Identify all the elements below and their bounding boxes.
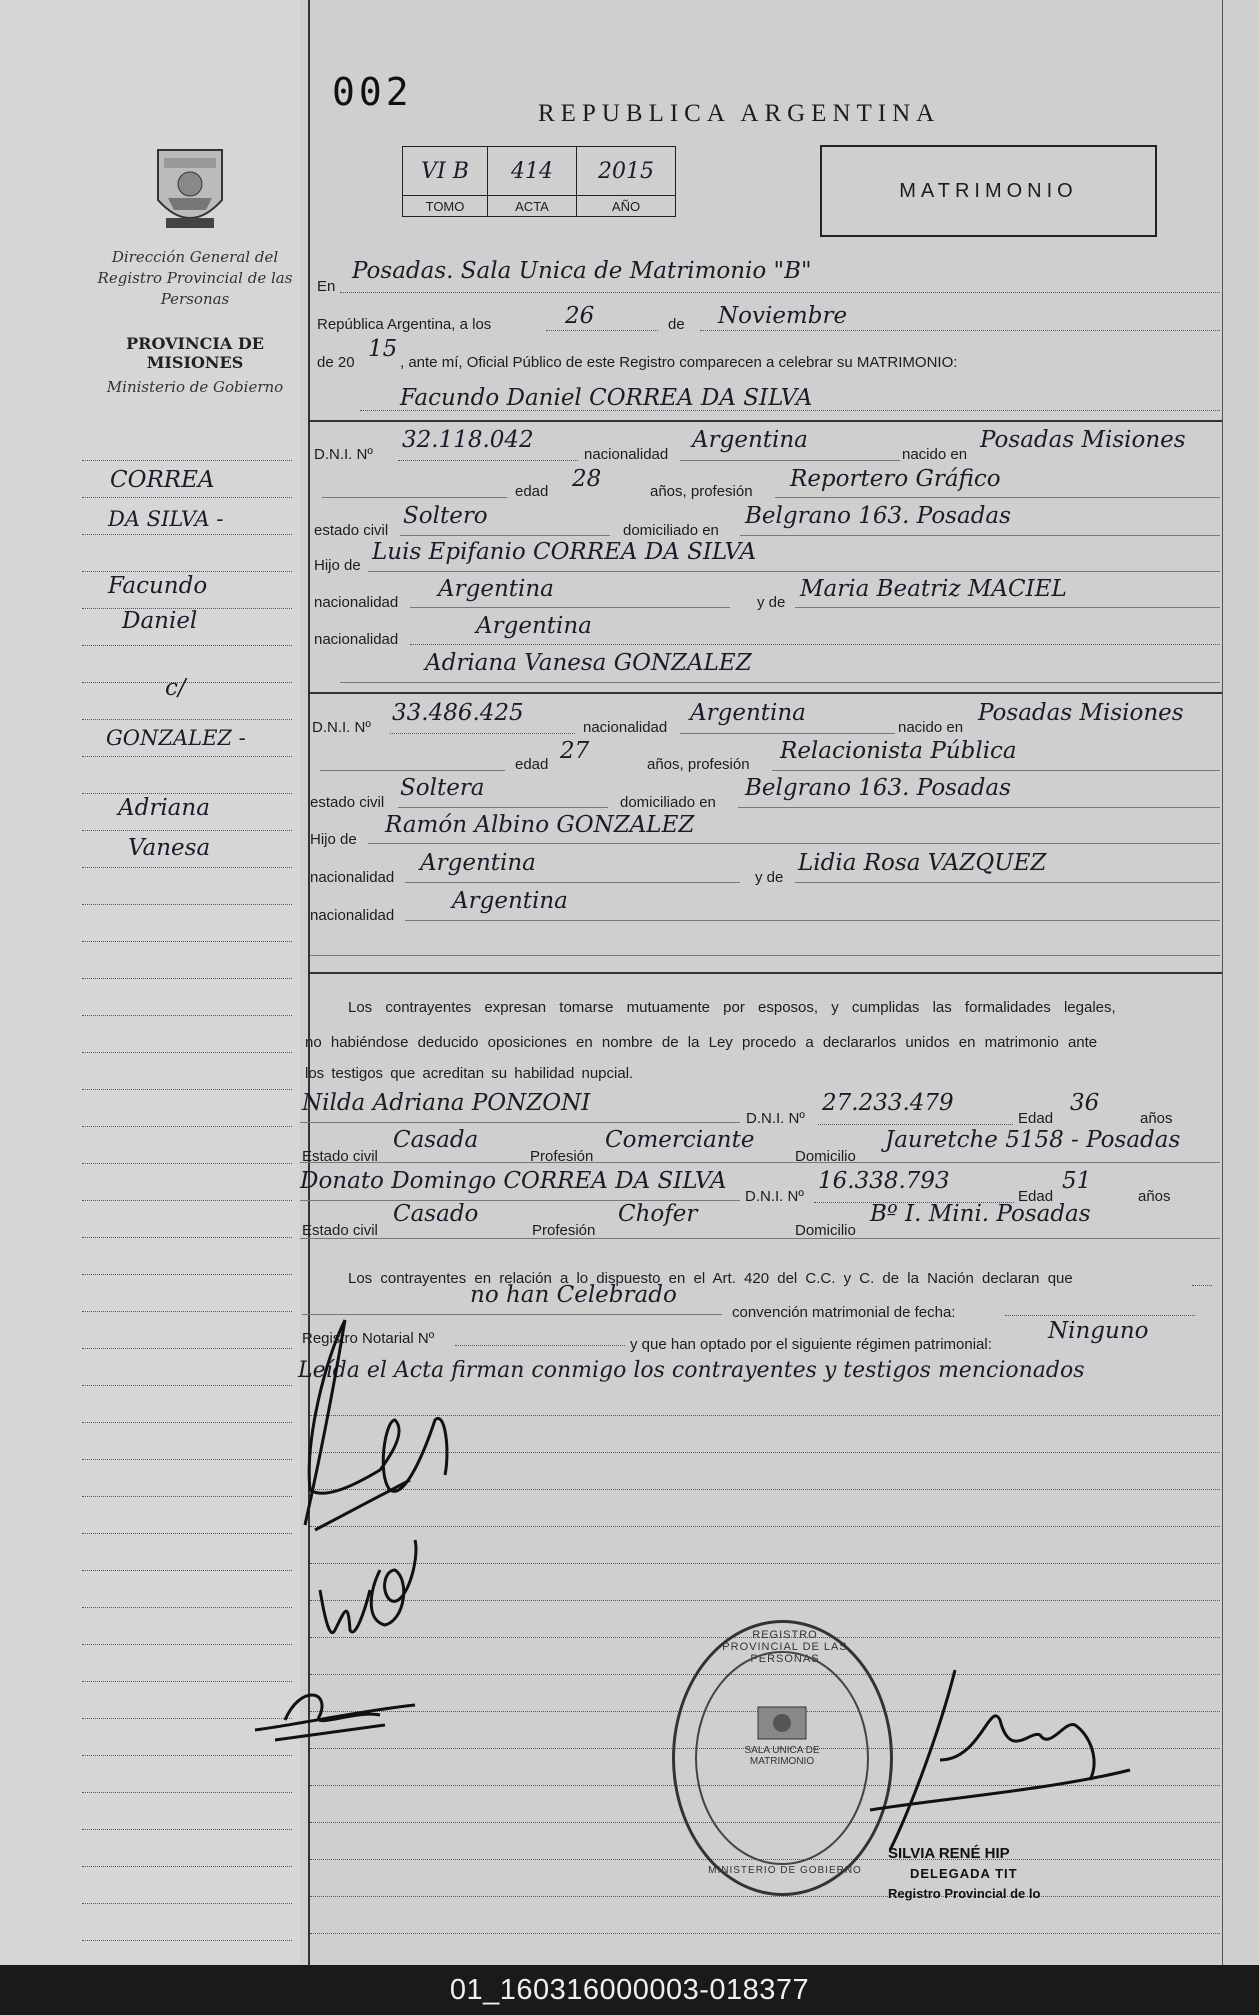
margin-ruled-line bbox=[82, 1311, 292, 1312]
regime-handwritten: no han Celebrado bbox=[470, 1282, 677, 1308]
regime-value: Ninguno bbox=[1048, 1318, 1149, 1344]
groom-signature-icon bbox=[285, 1300, 585, 1560]
groom-mother: Maria Beatriz MACIEL bbox=[800, 576, 1067, 602]
margin-ruled-line bbox=[82, 904, 292, 905]
de-label: de bbox=[668, 316, 685, 333]
record-type-box bbox=[820, 145, 1157, 237]
groom-dni-label: D.N.I. Nº bbox=[314, 446, 373, 463]
bride-civil-label: estado civil bbox=[310, 794, 385, 811]
margin-ruled-line bbox=[82, 1644, 292, 1645]
margin-bride-firstname-1: Adriana bbox=[118, 795, 210, 821]
bride-domicile-label: domiciliado en bbox=[620, 794, 716, 811]
groom-years-label: años, profesión bbox=[650, 483, 753, 500]
margin-ruled-line bbox=[82, 1274, 292, 1275]
witness1-dni: 27.233.479 bbox=[822, 1090, 954, 1116]
groom-born: Posadas Misiones bbox=[980, 427, 1186, 453]
record-type: MATRIMONIO bbox=[899, 180, 1078, 202]
witness2-name: Donato Domingo CORREA DA SILVA bbox=[300, 1168, 727, 1194]
witness1-profession: Comerciante bbox=[605, 1127, 755, 1153]
bride-born-label: nacido en bbox=[898, 719, 964, 736]
stamp-emblem-icon bbox=[754, 1701, 810, 1743]
groom-civil-status: Soltero bbox=[403, 503, 488, 529]
margin-bride-surname: GONZALEZ - bbox=[106, 726, 246, 750]
margin-bride-firstname-2: Vanesa bbox=[128, 835, 211, 861]
declaration-line-3: los testigos que acreditan su habilidad nupcial. bbox=[305, 1065, 634, 1082]
bride-dni: 33.486.425 bbox=[392, 700, 524, 726]
groom-profession: Reportero Gráfico bbox=[790, 466, 1001, 492]
margin-ruled-line bbox=[82, 534, 292, 535]
margin-ruled-line bbox=[82, 1200, 292, 1201]
margin-ruled-line bbox=[82, 1052, 292, 1053]
regime-label: y que han optado por el siguiente régimen patrimonial: bbox=[630, 1336, 992, 1353]
official-title: DELEGADA TIT bbox=[910, 1866, 1018, 1881]
margin-ruled-line bbox=[82, 1570, 292, 1571]
witness2-domicile-label: Domicilio bbox=[795, 1222, 856, 1239]
margin-ruled-line bbox=[82, 1126, 292, 1127]
province-label: PROVINCIA DE MISIONES bbox=[126, 334, 264, 372]
groom-father: Luis Epifanio CORREA DA SILVA bbox=[372, 539, 757, 565]
margin-ruled-line bbox=[82, 1903, 292, 1904]
bride-name: Adriana Vanesa GONZALEZ bbox=[425, 650, 752, 676]
bride-and-label: y de bbox=[755, 869, 784, 886]
bride-dni-label: D.N.I. Nº bbox=[312, 719, 371, 736]
bride-child-of-label: Hijo de bbox=[310, 831, 357, 848]
groom-father-nat-label: nacionalidad bbox=[314, 594, 399, 611]
witness1-domicile: Jauretche 5158 - Posadas bbox=[885, 1127, 1181, 1153]
groom-name: Facundo Daniel CORREA DA SILVA bbox=[400, 385, 813, 411]
witness2-civil-status: Casado bbox=[393, 1201, 479, 1227]
bride-father-nat-label: nacionalidad bbox=[310, 869, 395, 886]
margin-ruled-line bbox=[82, 1089, 292, 1090]
bride-mother-nat-label: nacionalidad bbox=[310, 907, 395, 924]
stamp-bottom-text: MINISTERIO DE GOBIERNO bbox=[708, 1865, 862, 1876]
witness1-name: Nilda Adriana PONZONI bbox=[302, 1090, 591, 1116]
groom-civil-label: estado civil bbox=[314, 522, 389, 539]
right-border-line bbox=[1222, 0, 1223, 1965]
bride-father-nat: Argentina bbox=[420, 850, 536, 876]
witness2-profession-label: Profesión bbox=[532, 1222, 596, 1239]
margin-ruled-line bbox=[82, 1755, 292, 1756]
margin-surname-2: DA SILVA - bbox=[108, 507, 224, 531]
margin-ruled-line bbox=[82, 867, 292, 868]
groom-age: 28 bbox=[572, 466, 602, 492]
margin-ruled-line bbox=[82, 830, 292, 831]
bride-father: Ramón Albino GONZALEZ bbox=[385, 812, 695, 838]
margin-ruled-line bbox=[82, 1829, 292, 1830]
margin-surname-1: CORREA bbox=[110, 467, 215, 493]
intro-statement: , ante mí, Oficial Público de este Registro comparecen a celebrar su MATRIMONIO: bbox=[400, 354, 958, 371]
margin-ruled-line bbox=[82, 1237, 292, 1238]
margin-ruled-line bbox=[82, 1496, 292, 1497]
notarial-label: Registro Notarial Nº bbox=[302, 1330, 435, 1347]
bride-mother-nat: Argentina bbox=[452, 888, 568, 914]
groom-mother-nat-label: nacionalidad bbox=[314, 631, 399, 648]
bride-mother: Lidia Rosa VAZQUEZ bbox=[798, 850, 1047, 876]
misiones-coat-of-arms-icon bbox=[150, 140, 230, 236]
year-prefix: de 20 bbox=[317, 354, 355, 371]
header-title: REPUBLICA ARGENTINA bbox=[538, 100, 941, 127]
groom-child-of-label: Hijo de bbox=[314, 557, 361, 574]
margin-ruled-line bbox=[82, 497, 292, 498]
bride-profession: Relacionista Pública bbox=[780, 738, 1017, 764]
margin-firstname-1: Facundo bbox=[108, 573, 208, 599]
margin-ruled-line bbox=[82, 1940, 292, 1941]
groom-domicile: Belgrano 163. Posadas bbox=[745, 503, 1011, 529]
witness1-years-label: años bbox=[1140, 1110, 1173, 1127]
tomo-value: VI B bbox=[403, 147, 488, 196]
witness2-domicile: Bº I. Mini. Posadas bbox=[870, 1201, 1091, 1227]
margin-ruled-line bbox=[82, 719, 292, 720]
declaration-line-1: Los contrayentes expresan tomarse mutuamente por esposos, y cumplidas las formalidades legales, bbox=[348, 999, 1116, 1016]
witness2-dni-label: D.N.I. Nº bbox=[745, 1188, 804, 1205]
agency-name: Dirección General del Registro Provincial de las Personas bbox=[97, 248, 293, 308]
margin-ruled-line bbox=[82, 1163, 292, 1164]
witness1-dni-label: D.N.I. Nº bbox=[746, 1110, 805, 1127]
witness1-civil-status: Casada bbox=[393, 1127, 479, 1153]
margin-ruled-line bbox=[82, 1792, 292, 1793]
witness2-age-label: Edad bbox=[1018, 1188, 1054, 1205]
margin-ruled-line bbox=[82, 682, 292, 683]
stamp-inner-text: SALA UNICA DE MATRIMONIO bbox=[744, 1745, 820, 1767]
margin-connector: c/ bbox=[165, 675, 186, 701]
official-name: SILVIA RENÉ HIP bbox=[888, 1845, 1010, 1862]
body-ruled-line bbox=[310, 1933, 1220, 1934]
witness1-profession-label: Profesión bbox=[530, 1148, 594, 1165]
witness1-civil-label: Estado civil bbox=[302, 1148, 378, 1165]
tomo-label: TOMO bbox=[403, 196, 488, 217]
margin-ruled-line bbox=[82, 1385, 292, 1386]
bride-years-label: años, profesión bbox=[647, 756, 750, 773]
ministry-label: Ministerio de Gobierno bbox=[106, 378, 284, 396]
witness2-dni: 16.338.793 bbox=[818, 1168, 950, 1194]
witness2-age: 51 bbox=[1062, 1168, 1092, 1194]
en-label: En bbox=[317, 278, 336, 295]
bride-civil-status: Soltera bbox=[400, 775, 485, 801]
margin-firstname-2: Daniel bbox=[122, 608, 198, 634]
margin-ruled-line bbox=[82, 756, 292, 757]
margin-ruled-line bbox=[82, 1422, 292, 1423]
bride-nationality-label: nacionalidad bbox=[583, 719, 668, 736]
groom-age-label: edad bbox=[515, 483, 549, 500]
margin-ruled-line bbox=[82, 1866, 292, 1867]
groom-domicile-label: domiciliado en bbox=[623, 522, 719, 539]
witness1-age: 36 bbox=[1070, 1090, 1100, 1116]
official-office: Registro Provincial de lo bbox=[888, 1886, 1041, 1901]
margin-ruled-line bbox=[82, 1607, 292, 1608]
witness2-years-label: años bbox=[1138, 1188, 1171, 1205]
margin-ruled-line bbox=[82, 1015, 292, 1016]
margin-ruled-line bbox=[82, 645, 292, 646]
year-suffix: 15 bbox=[368, 336, 398, 362]
bride-nationality: Argentina bbox=[690, 700, 806, 726]
groom-born-label: nacido en bbox=[902, 446, 968, 463]
document-number: 002 bbox=[332, 70, 413, 114]
groom-nationality: Argentina bbox=[692, 427, 808, 453]
bride-born: Posadas Misiones bbox=[978, 700, 1184, 726]
groom-father-nat: Argentina bbox=[438, 576, 554, 602]
witness1-age-label: Edad bbox=[1018, 1110, 1054, 1127]
witness1-domicile-label: Domicilio bbox=[795, 1148, 856, 1165]
witness-signature-icon bbox=[245, 1670, 435, 1750]
acta-value: 414 bbox=[488, 147, 577, 196]
margin-ruled-line bbox=[82, 460, 292, 461]
witness2-profession: Chofer bbox=[618, 1201, 698, 1227]
groom-and-label: y de bbox=[757, 594, 786, 611]
bride-age: 27 bbox=[560, 738, 590, 764]
month-value: Noviembre bbox=[718, 303, 848, 329]
anio-label: AÑO bbox=[577, 196, 676, 217]
body-ruled-line bbox=[310, 1896, 1220, 1897]
document-id-footer: 01_160316000003-018377 bbox=[0, 1965, 1259, 2015]
regime-line-1: Los contrayentes en relación a lo dispuesto en el Art. 420 del C.C. y C. de la Nación declaran que bbox=[348, 1270, 1073, 1287]
closing-statement: Leída el Acta firman conmigo los contrayentes y testigos mencionados bbox=[298, 1358, 1085, 1383]
day-value: 26 bbox=[565, 303, 595, 329]
place-value: Posadas. Sala Unica de Matrimonio "B" bbox=[352, 258, 812, 284]
record-reference-table bbox=[402, 146, 676, 217]
stamp-outer-text: REGISTRO PROVINCIAL DE LAS PERSONAS bbox=[722, 1629, 848, 1665]
groom-nationality-label: nacionalidad bbox=[584, 446, 669, 463]
margin-ruled-line bbox=[82, 1459, 292, 1460]
acta-label: ACTA bbox=[488, 196, 577, 217]
margin-ruled-line bbox=[82, 941, 292, 942]
margin-ruled-line bbox=[82, 571, 292, 572]
declaration-line-2: no habiéndose deducido oposiciones en nombre de la Ley procedo a declararlos unidos en matrimonio ante bbox=[305, 1034, 1098, 1051]
bride-signature-icon bbox=[310, 1530, 470, 1660]
margin-ruled-line bbox=[82, 1348, 292, 1349]
bride-age-label: edad bbox=[515, 756, 549, 773]
margin-ruled-line bbox=[82, 793, 292, 794]
official-signature-icon bbox=[850, 1640, 1140, 1880]
bride-domicile: Belgrano 163. Posadas bbox=[745, 775, 1011, 801]
groom-dni: 32.118.042 bbox=[402, 427, 534, 453]
groom-mother-nat: Argentina bbox=[476, 613, 592, 639]
margin-ruled-line bbox=[82, 1533, 292, 1534]
country-label: República Argentina, a los bbox=[317, 316, 492, 333]
anio-value: 2015 bbox=[577, 147, 676, 196]
convention-label: convención matrimonial de fecha: bbox=[732, 1304, 956, 1321]
witness2-civil-label: Estado civil bbox=[302, 1222, 378, 1239]
margin-ruled-line bbox=[82, 978, 292, 979]
